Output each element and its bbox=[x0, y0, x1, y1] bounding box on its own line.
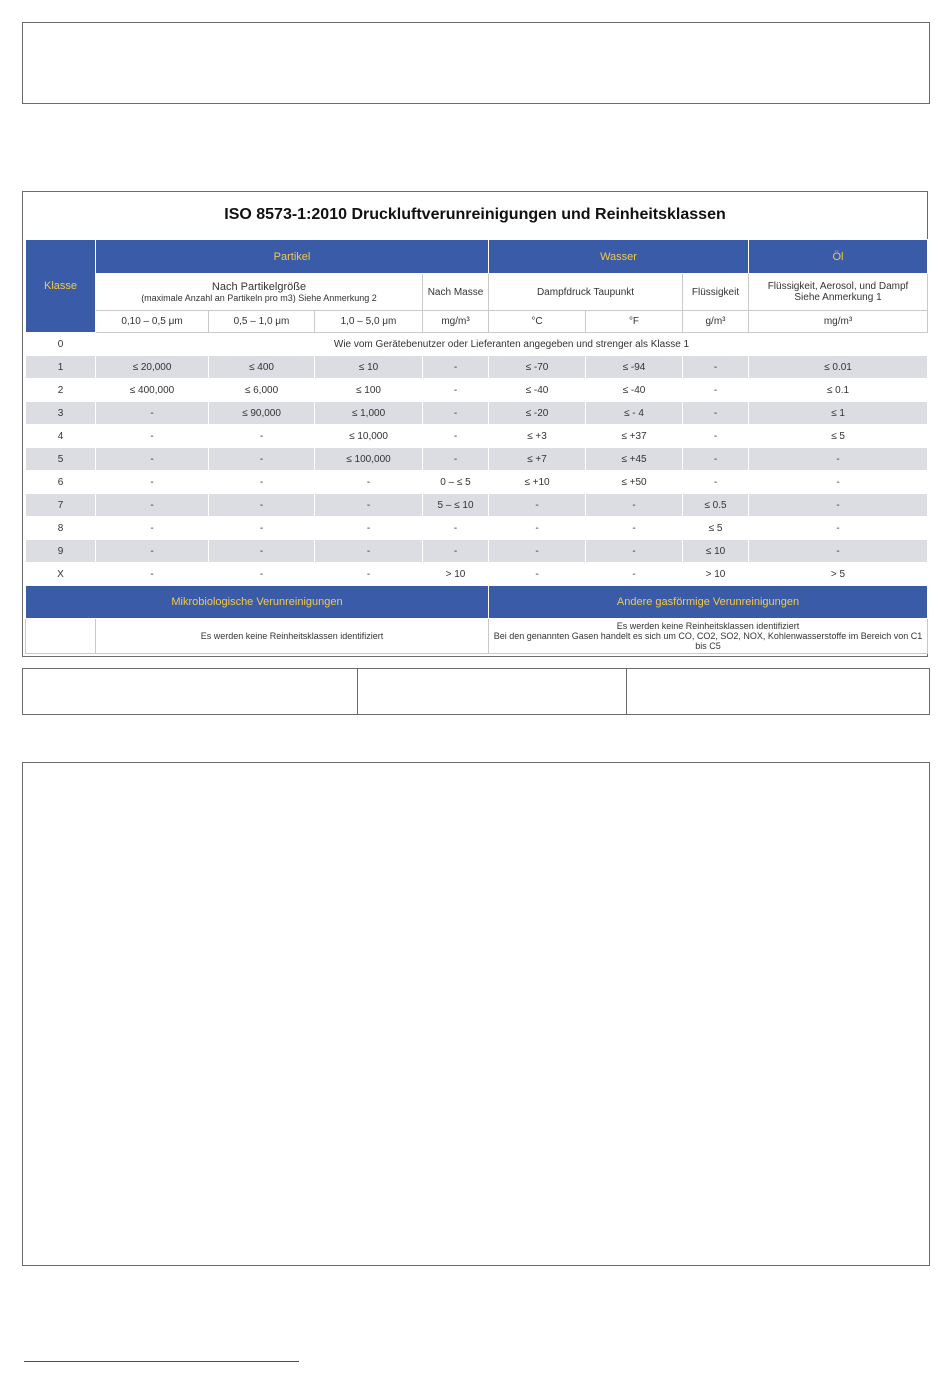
table-cell: ≤ 10,000 bbox=[315, 425, 423, 448]
table-cell: - bbox=[586, 494, 683, 517]
table-cell: - bbox=[749, 540, 928, 563]
caption-cell-1 bbox=[23, 669, 358, 714]
table-cell: - bbox=[96, 517, 209, 540]
table-cell: ≤ 5 bbox=[683, 517, 749, 540]
table-cell: - bbox=[96, 494, 209, 517]
table-cell: - bbox=[683, 471, 749, 494]
table-cell: ≤ 1,000 bbox=[315, 402, 423, 425]
table-cell: - bbox=[423, 425, 489, 448]
footnote-separator bbox=[24, 1361, 299, 1362]
table-cell: - bbox=[586, 517, 683, 540]
table-cell: - bbox=[209, 517, 315, 540]
dampfdruck-header: Dampfdruck Taupunkt bbox=[489, 274, 683, 311]
andere-text-line2: Bei den genannten Gasen handelt es sich um CO, CO2, SO2, NOX, Kohlenwasserstoffe im Bereich von C1 bis C5 bbox=[493, 631, 923, 651]
table-cell: ≤ -40 bbox=[586, 379, 683, 402]
table-cell: - bbox=[423, 540, 489, 563]
table-row bbox=[26, 494, 928, 517]
table-cell: ≤ +3 bbox=[489, 425, 586, 448]
table-cell: ≤ 0.5 bbox=[683, 494, 749, 517]
table-cell: > 10 bbox=[683, 563, 749, 586]
klasse-cell: 9 bbox=[26, 540, 96, 563]
partikelgroesse-header bbox=[96, 274, 423, 311]
table-cell: - bbox=[209, 563, 315, 586]
andere-header: Andere gasförmige Verunreinigungen bbox=[489, 586, 928, 619]
table-cell: ≤ 6,000 bbox=[209, 379, 315, 402]
table-cell: - bbox=[315, 494, 423, 517]
unit-cell: °F bbox=[586, 311, 683, 333]
partikelgroesse-note: (maximale Anzahl an Partikeln pro m3) Siehe Anmerkung 2 bbox=[141, 293, 377, 303]
table-cell: - bbox=[209, 471, 315, 494]
iso-table-figure bbox=[22, 191, 928, 657]
oel-header: Öl bbox=[749, 240, 928, 274]
table-cell: - bbox=[683, 425, 749, 448]
table-cell: - bbox=[423, 517, 489, 540]
mikro-header: Mikrobiologische Verunreinigungen bbox=[26, 586, 489, 619]
table-title: ISO 8573-1:2010 Druckluftverunreinigungen und Reinheitsklassen bbox=[224, 206, 726, 223]
table-cell: - bbox=[209, 448, 315, 471]
table-cell: - bbox=[423, 402, 489, 425]
top-text-box bbox=[22, 22, 930, 104]
table-cell: - bbox=[315, 540, 423, 563]
table-cell: - bbox=[96, 540, 209, 563]
content-box bbox=[22, 762, 930, 1266]
bottom-empty-cell bbox=[26, 619, 96, 654]
klasse-cell: 8 bbox=[26, 517, 96, 540]
table-cell: - bbox=[749, 448, 928, 471]
table-row bbox=[26, 563, 928, 586]
table-cell: - bbox=[489, 540, 586, 563]
table-cell: - bbox=[749, 517, 928, 540]
table-cell: - bbox=[683, 448, 749, 471]
klasse-cell: 7 bbox=[26, 494, 96, 517]
class0-description: Wie vom Gerätebenutzer oder Lieferanten angegeben und strenger als Klasse 1 bbox=[96, 333, 928, 356]
fluessigkeit-header: Flüssigkeit bbox=[683, 274, 749, 311]
unit-cell: mg/m³ bbox=[423, 311, 489, 333]
table-cell: - bbox=[315, 471, 423, 494]
table-cell: - bbox=[489, 563, 586, 586]
table-cell: ≤ 0.01 bbox=[749, 356, 928, 379]
klasse-cell: 2 bbox=[26, 379, 96, 402]
table-cell: - bbox=[315, 517, 423, 540]
table-cell: ≤ +10 bbox=[489, 471, 586, 494]
table-cell: - bbox=[96, 425, 209, 448]
table-cell: ≤ -94 bbox=[586, 356, 683, 379]
table-row bbox=[26, 517, 928, 540]
table-cell: - bbox=[315, 563, 423, 586]
klasse-cell: 1 bbox=[26, 356, 96, 379]
table-cell: ≤ - 4 bbox=[586, 402, 683, 425]
table-cell: > 5 bbox=[749, 563, 928, 586]
klasse-cell: 5 bbox=[26, 448, 96, 471]
table-cell: - bbox=[209, 540, 315, 563]
caption-row bbox=[22, 668, 930, 715]
mikro-text: Es werden keine Reinheitsklassen identifiziert bbox=[96, 619, 489, 654]
table-row bbox=[26, 356, 928, 379]
table-cell: - bbox=[586, 563, 683, 586]
partikelgroesse-title: Nach Partikelgröße bbox=[211, 281, 307, 293]
andere-text bbox=[489, 619, 928, 654]
table-cell: - bbox=[423, 448, 489, 471]
klasse-header: Klasse bbox=[26, 240, 96, 333]
table-cell: 5 – ≤ 10 bbox=[423, 494, 489, 517]
andere-text-line1: Es werden keine Reinheitsklassen identifiziert bbox=[616, 621, 800, 631]
table-cell: 0 – ≤ 5 bbox=[423, 471, 489, 494]
table-cell: - bbox=[489, 517, 586, 540]
caption-cell-3 bbox=[627, 669, 929, 714]
klasse-cell: 6 bbox=[26, 471, 96, 494]
table-cell: ≤ 400 bbox=[209, 356, 315, 379]
oel-sub-title: Flüssigkeit, Aerosol, und Dampf bbox=[767, 281, 909, 292]
unit-cell: 0,10 – 0,5 μm bbox=[96, 311, 209, 333]
table-row bbox=[26, 425, 928, 448]
klasse-cell: X bbox=[26, 563, 96, 586]
table-cell: - bbox=[749, 471, 928, 494]
klasse-cell: 4 bbox=[26, 425, 96, 448]
table-cell: - bbox=[96, 402, 209, 425]
table-cell: - bbox=[96, 563, 209, 586]
masse-header: Nach Masse bbox=[423, 274, 489, 311]
oel-sub-header bbox=[749, 274, 928, 311]
caption-cell-2 bbox=[358, 669, 627, 714]
table-cell: - bbox=[586, 540, 683, 563]
table-cell: ≤ +37 bbox=[586, 425, 683, 448]
table-row bbox=[26, 471, 928, 494]
table-row bbox=[26, 402, 928, 425]
table-cell: ≤ 400,000 bbox=[96, 379, 209, 402]
table-cell: - bbox=[96, 448, 209, 471]
table-cell: ≤ 10 bbox=[315, 356, 423, 379]
table-row bbox=[26, 540, 928, 563]
table-cell: ≤ 100 bbox=[315, 379, 423, 402]
table-cell: ≤ +50 bbox=[586, 471, 683, 494]
partikel-header: Partikel bbox=[96, 240, 489, 274]
table-cell: ≤ -40 bbox=[489, 379, 586, 402]
table-cell: ≤ 5 bbox=[749, 425, 928, 448]
table-cell: ≤ +45 bbox=[586, 448, 683, 471]
table-cell: - bbox=[683, 402, 749, 425]
wasser-header: Wasser bbox=[489, 240, 749, 274]
unit-cell: g/m³ bbox=[683, 311, 749, 333]
table-cell: - bbox=[683, 356, 749, 379]
unit-cell: °C bbox=[489, 311, 586, 333]
table-cell: ≤ 1 bbox=[749, 402, 928, 425]
table-cell: > 10 bbox=[423, 563, 489, 586]
table-cell: ≤ -20 bbox=[489, 402, 586, 425]
table-cell: - bbox=[423, 356, 489, 379]
table-row bbox=[26, 379, 928, 402]
table-cell: - bbox=[96, 471, 209, 494]
table-cell: - bbox=[489, 494, 586, 517]
table-cell: - bbox=[209, 425, 315, 448]
table-cell: - bbox=[423, 379, 489, 402]
table-cell: ≤ -70 bbox=[489, 356, 586, 379]
klasse-cell: 0 bbox=[26, 333, 96, 356]
table-cell: ≤ 0.1 bbox=[749, 379, 928, 402]
table-row-class-0 bbox=[26, 333, 928, 356]
table-cell: ≤ +7 bbox=[489, 448, 586, 471]
table-cell: ≤ 100,000 bbox=[315, 448, 423, 471]
unit-cell: 1,0 – 5,0 μm bbox=[315, 311, 423, 333]
unit-cell: mg/m³ bbox=[749, 311, 928, 333]
oel-sub-note: Siehe Anmerkung 1 bbox=[794, 292, 882, 303]
table-cell: - bbox=[209, 494, 315, 517]
table-row bbox=[26, 448, 928, 471]
table-cell: ≤ 20,000 bbox=[96, 356, 209, 379]
klasse-cell: 3 bbox=[26, 402, 96, 425]
table-cell: ≤ 10 bbox=[683, 540, 749, 563]
unit-cell: 0,5 – 1,0 μm bbox=[209, 311, 315, 333]
iso-8573-table bbox=[25, 239, 928, 654]
table-cell: - bbox=[749, 494, 928, 517]
table-cell: - bbox=[683, 379, 749, 402]
table-cell: ≤ 90,000 bbox=[209, 402, 315, 425]
